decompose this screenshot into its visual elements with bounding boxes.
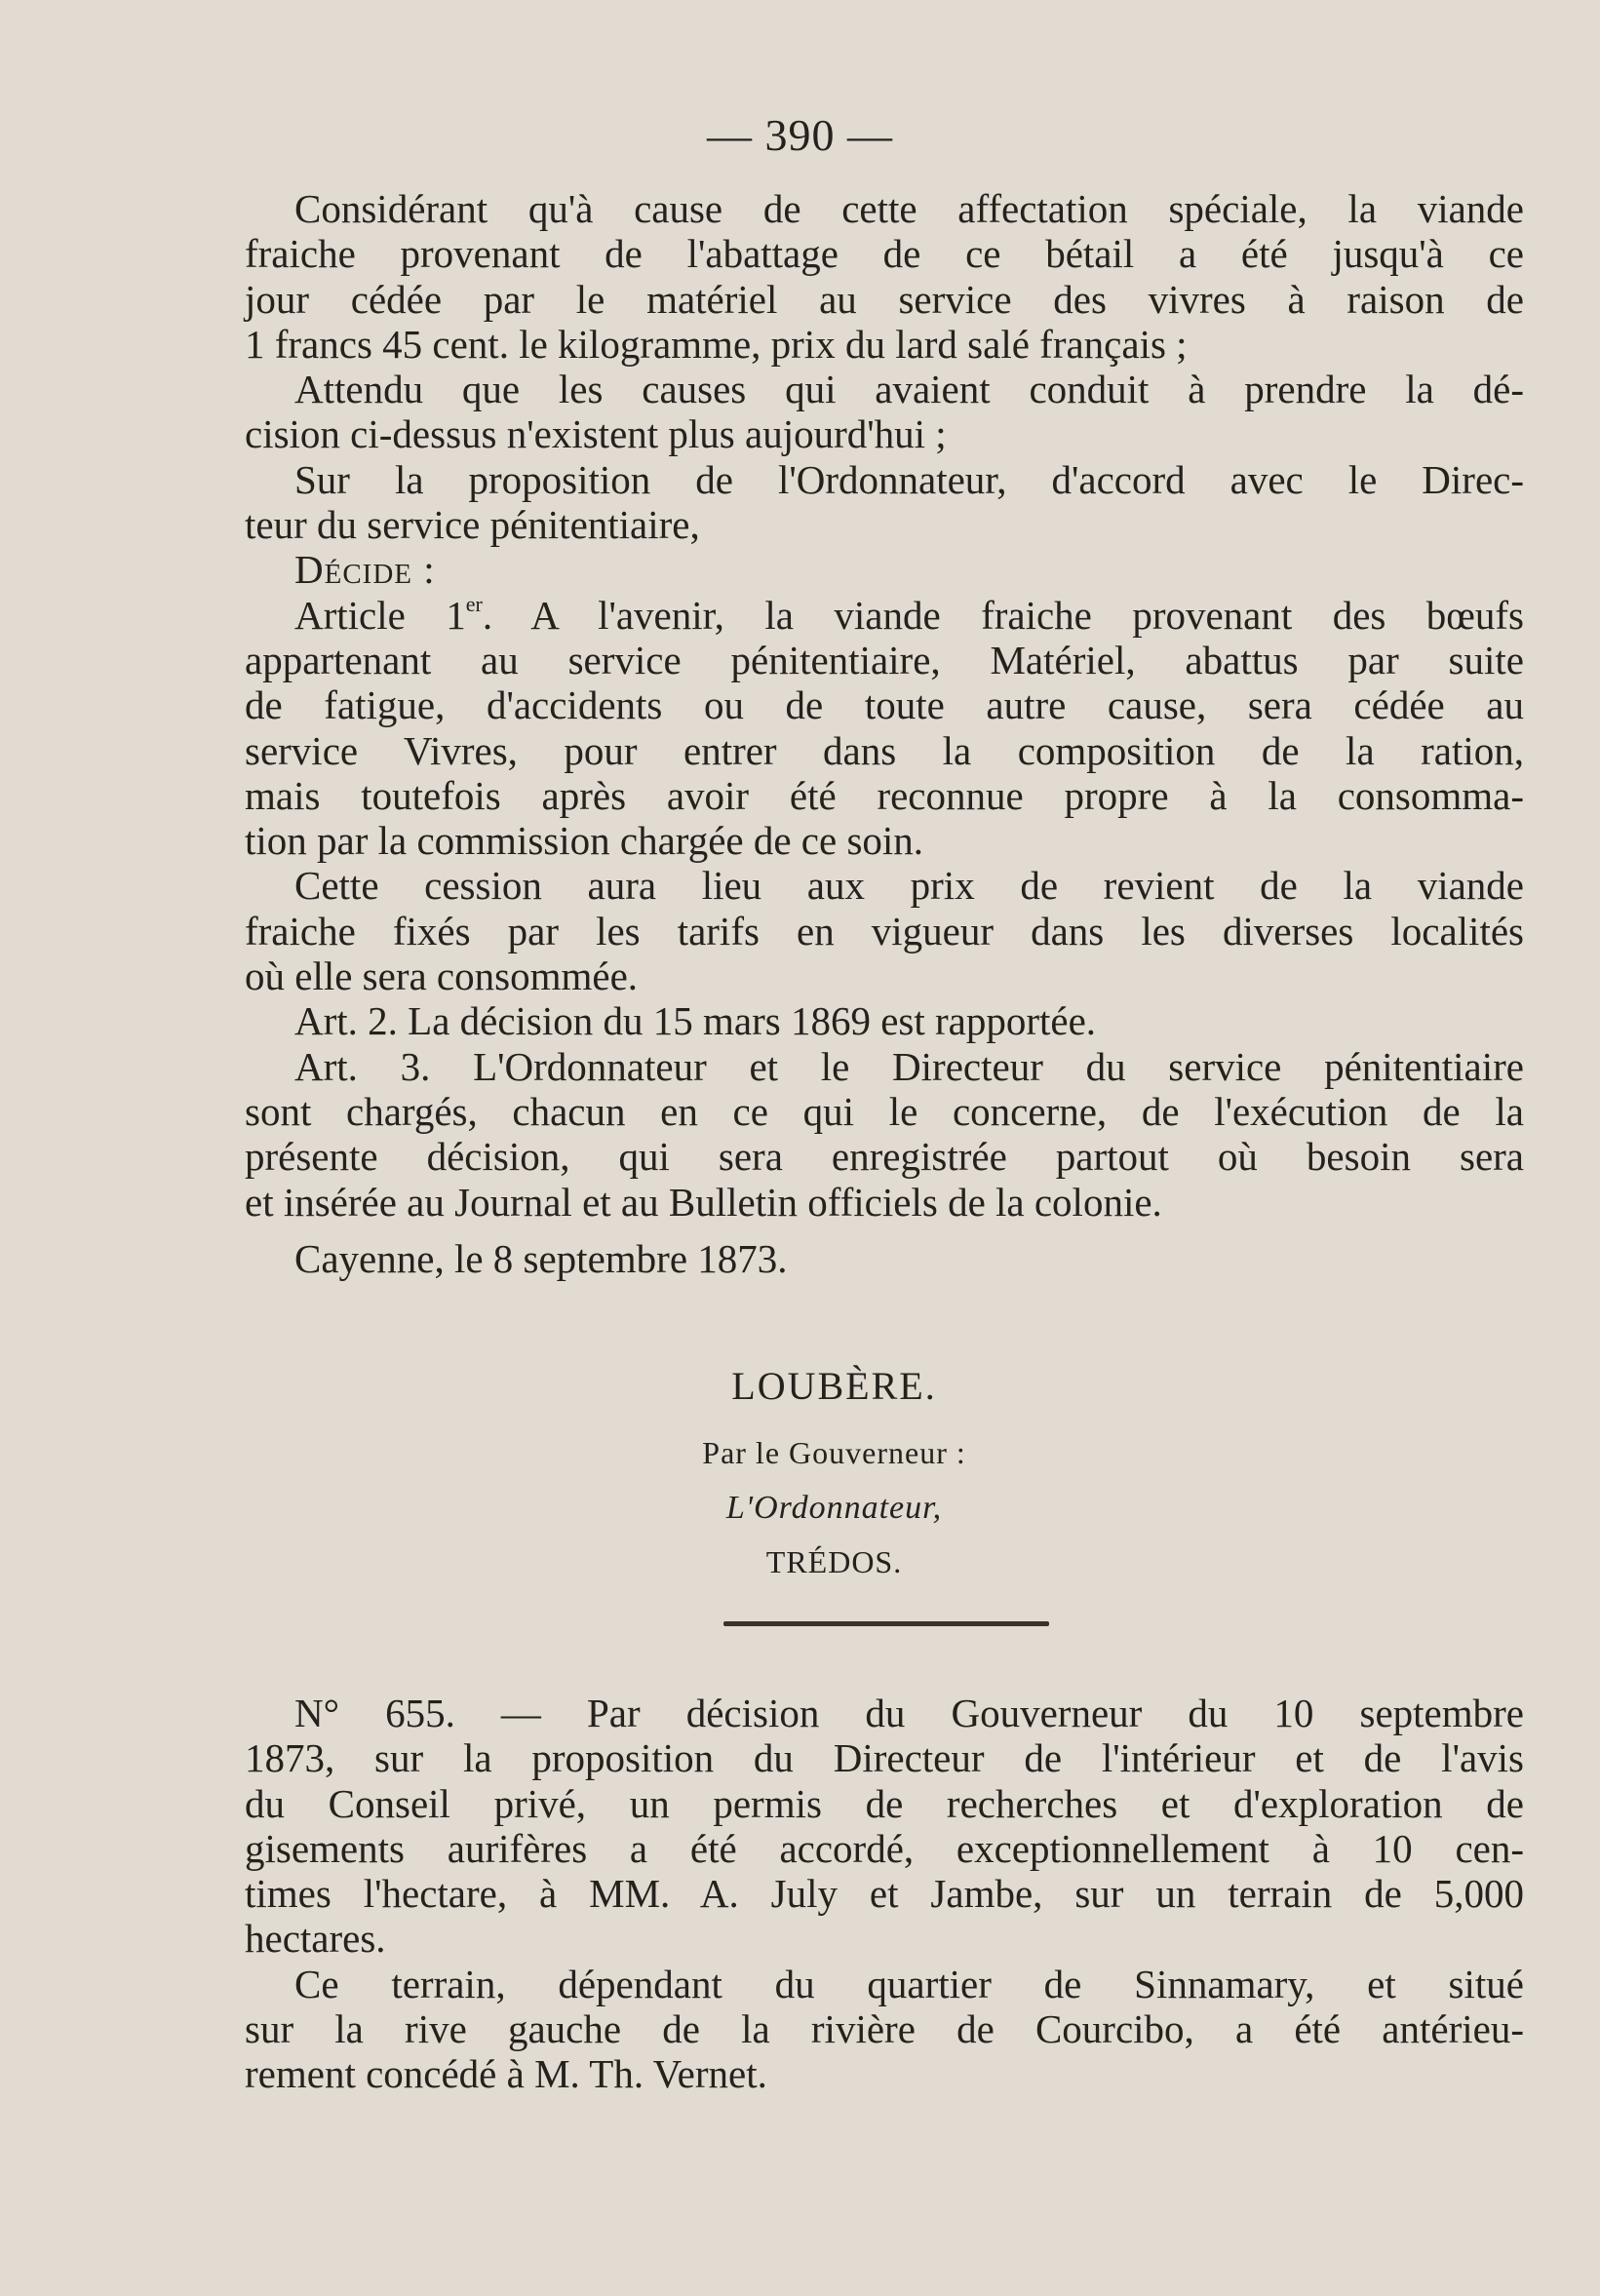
text-line: de fatigue, d'accidents ou de toute autre cause, sera cédée au [245, 682, 1524, 728]
text-line: fraiche fixés par les tarifs en vigueur dans les diverses localités [245, 908, 1524, 953]
tredos-signature: TRÉDOS. [765, 1544, 903, 1579]
article-2: Art. 2. La décision du 15 mars 1869 est rapportée. [294, 998, 1097, 1044]
text-line: Sur la proposition de l'Ordonnateur, d'accord avec le Direc- [294, 456, 1524, 502]
text-line: rement concédé à M. Th. Vernet. [245, 2051, 767, 2097]
by-governor-line: Par le Gouverneur : [702, 1435, 966, 1470]
article-1-superscript: er [465, 591, 483, 616]
text-line: sont chargés, chacun en ce qui le concerne, de l'exécution de la [245, 1088, 1524, 1134]
text-line: présente décision, qui sera enregistrée partout où besoin sera [245, 1134, 1524, 1180]
text-line: et insérée au Journal et au Bulletin officiels de la colonie. [245, 1179, 1162, 1225]
notice-655 [245, 1691, 1524, 2097]
place-date: Cayenne, le 8 septembre 1873. [294, 1235, 788, 1281]
section-divider [723, 1621, 1049, 1626]
text-line: times l'hectare, à MM. A. July et Jambe, sur un terrain de 5,000 [245, 1871, 1524, 1917]
text-line: hectares. [245, 1916, 386, 1962]
text-line: Cette cession aura lieu aux prix de revient de la viande [294, 863, 1524, 909]
text-line: Ce terrain, dépendant du quartier de Sinnamary, et situé [294, 1961, 1524, 2006]
text-line: où elle sera consommée. [245, 953, 639, 999]
article-1-label: Article 1 [294, 592, 466, 638]
text-line: Considérant qu'à cause de cette affectation spéciale, la viande [294, 186, 1524, 231]
text-line: du Conseil privé, un permis de recherches et d'exploration de [245, 1780, 1524, 1826]
text-line: service Vivres, pour entrer dans la composition de la ration, [245, 727, 1524, 773]
text-line: sur la rive gauche de la rivière de Courcibo, a été antérieu- [245, 2006, 1524, 2052]
text-line: teur du service pénitentiaire, [245, 502, 700, 548]
text-line: 1 francs 45 cent. le kilogramme, prix du lard salé français ; [245, 321, 1188, 367]
text-line: jour cédée par le matériel au service des vivres à raison de [245, 276, 1524, 322]
text-line: cision ci-dessus n'existent plus aujourd'hui ; [245, 411, 947, 457]
text-line: gisements aurifères a été accordé, exceptionnellement à 10 cen- [245, 1825, 1524, 1871]
text-line: appartenant au service pénitentiaire, Matériel, abattus par suite [245, 637, 1524, 682]
ordonnateur-role: L'Ordonnateur, [725, 1490, 943, 1526]
article-1-line [245, 593, 1524, 638]
text-line: N° 655. — Par décision du Gouverneur du 10 septembre [294, 1691, 1524, 1735]
article-3: Art. 3. L'Ordonnateur et le Directeur du service pénitentiaire [294, 1043, 1524, 1089]
text-line: Attendu que les causes qui avaient conduit à prendre la dé- [294, 367, 1524, 412]
text-line: fraiche provenant de l'abattage de ce bétail a été jusqu'à ce [245, 231, 1524, 277]
text-line: mais toutefois après avoir été reconnue propre à la consomma- [245, 772, 1524, 818]
article-1-text: . A l'avenir, la viande fraiche provenant des bœufs [482, 592, 1524, 638]
decision-text [245, 186, 1524, 1281]
governor-signature: LOUBÈRE. [731, 1364, 937, 1408]
decide-heading: Décide : [294, 547, 436, 593]
text-line: 1873, sur la proposition du Directeur de l'intérieur et de l'avis [245, 1735, 1524, 1781]
page-number: — 390 — [707, 110, 893, 160]
text-line: tion par la commission chargée de ce soin. [245, 818, 924, 864]
spacer [245, 1225, 1524, 1236]
